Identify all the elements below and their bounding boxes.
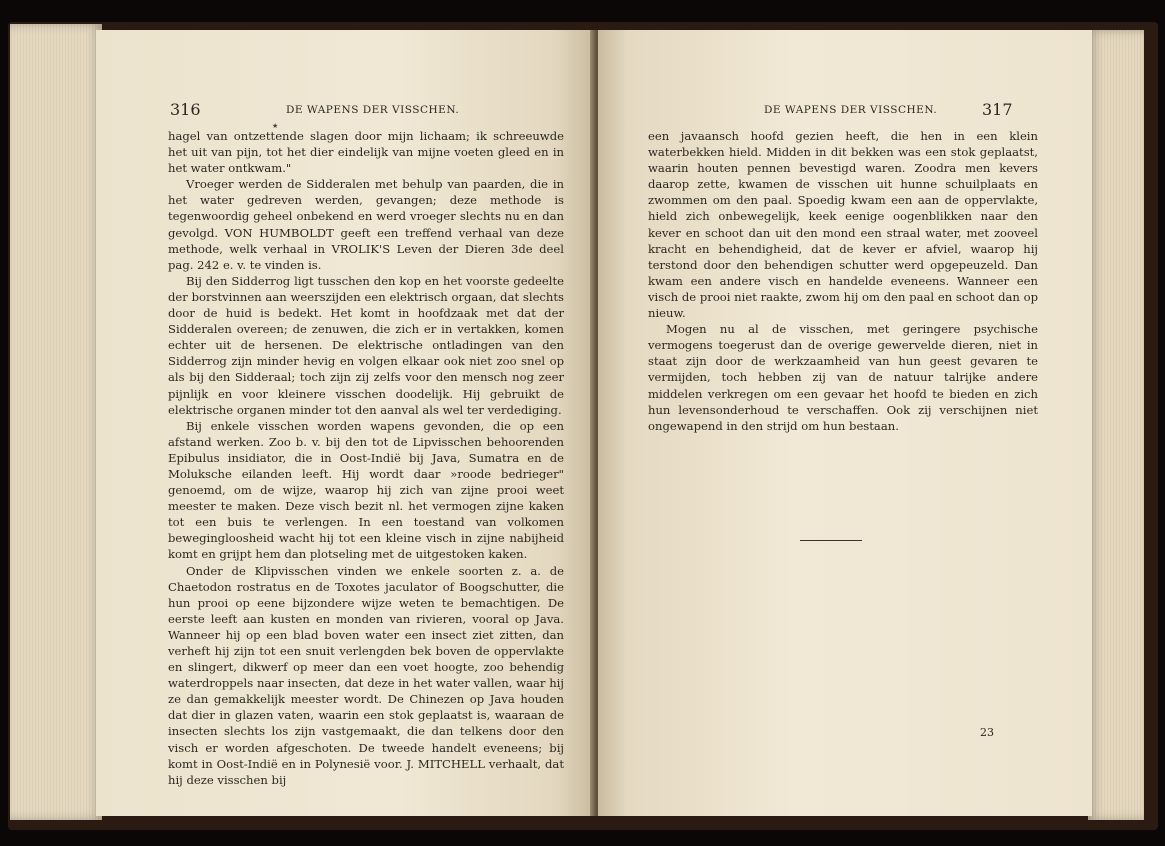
paragraph: Bij enkele visschen worden wapens gevonden, die op een afstand werken. Zoo b. v. bij den tot de Lipvisschen behoorenden Epibulus insidiator, die in Oost-Indië bij Java, Sumatra en de Moluksche eilanden leeft. Hij wordt daar »roode bedrieger" genoemd, om de wijze, waarop hij zich van zijne prooi weet meester te maken. Deze visch bezit nl. het vermogen zijne kaken tot een buis te verlengen. In een toestand van volkomen bewegingloosheid wacht hij tot een kleine visch in zijne nabijheid komt en grijpt hem dan plotseling met de uitgestoken kaken.: [168, 418, 564, 562]
paragraph: Bij den Sidderrog ligt tusschen den kop en het voorste gedeelte der borstvinnen aan weerszijden een elektrisch orgaan, dat slechts door de huid is bedekt. Het komt in hoofdzaak met dat der Sidderalen overeen; de zenuwen, die zich er in vertakken, komen echter uit de hersenen. De elektrische ontladingen van den Sidderrog zijn minder hevig en volgen elkaar ook niet zoo snel op als bij den Sidderaal; toch zijn zij zelfs voor den mensch nog zeer pijnlijk en voor kleinere visschen doodelijk. Hij gebruikt de elektrische organen minder tot den aanval als wel ter verdediging.: [168, 273, 564, 417]
right-page: [598, 30, 1092, 816]
paragraph: een javaansch hoofd gezien heeft, die hen in een klein waterbekken hield. Midden in dit bekken was een stok geplaatst, waarin houten pennen bevestigd waren. Zoodra men kevers daarop zette, kwamen de visschen uit hunne schuilplaats en zwommen om den paal. Spoedig kwam een aan de oppervlakte, hield zich onbewegelijk, keek eenige oogenblikken naar den kever en schoot dan uit den mond een straal water, met zooveel kracht en behendigheid, dat de kever er afviel, waarop hij terstond door den behendigen schutter werd opgepeuzeld. Dan kwam een andere visch en handelde eveneens. Wanneer een visch de prooi niet raakte, zwom hij om den paal en schoot dan op nieuw.: [648, 129, 1038, 321]
running-head-left: DE WAPENS DER VISSCHEN.: [286, 104, 460, 116]
page-number-left: 316: [170, 100, 201, 119]
page-number-right: 317: [982, 100, 1013, 119]
right-page-body: [648, 128, 1038, 434]
left-page-body: [168, 128, 564, 788]
paragraph: Mogen nu al de visschen, met geringere psychische vermogens toegerust dan de overige gewervelde dieren, niet in staat zijn door de werkzaamheid van hun geest gevaren te vermijden, toch hebben zij van de natuur talrijke andere middelen verkregen om een gevaar het hoofd te bieden en zich hun levensonderhoud te verschaffen. Ook zij verschijnen niet ongewapend in den strijd om hun bestaan.: [648, 322, 1038, 433]
paragraph: Vroeger werden de Sidderalen met behulp van paarden, die in het water gedreven werden, gevangen; deze methode is tegenwoordig geheel onbekend en werd vroeger slechts nu en dan gevolgd. VON HUMBOLDT geeft een treffend verhaal van deze methode, welk verhaal in VROLIK'S Leven der Dieren 3de deel pag. 242 e. v. te vinden is.: [168, 177, 564, 272]
page-edges-right: [1088, 30, 1144, 820]
left-page: [96, 30, 594, 816]
running-head-right: DE WAPENS DER VISSCHEN.: [764, 104, 938, 116]
ornament-mark: ★: [272, 122, 279, 130]
signature-mark: 23: [980, 726, 994, 739]
paragraph: hagel van ontzettende slagen door mijn lichaam; ik schreeuwde het uit van pijn, tot het dier eindelijk van mijne voeten gleed en in het water ontkwam.": [168, 129, 564, 176]
paragraph: Onder de Klipvisschen vinden we enkele soorten z. a. de Chaetodon rostratus en de Toxotes jaculator of Boogschutter, die hun prooi op eene bijzondere wijze weten te bemachtigen. De eerste leeft aan kusten en monden van rivieren, vooral op Java. Wanneer hij op een blad boven water een insect ziet zitten, dan verheft hij zijn tot een snuit verlengden bek boven de oppervlakte en slingert, dikwerf op meer dan een voet hoogte, zoo behendig waterdroppels naar insecten, dat deze in het water vallen, waar hij ze dan gemakkelijk meester wordt. De Chinezen op Java houden dat dier in glazen vaten, waarin een stok geplaatst is, waaraan de insecten slechts los zijn vastgemaakt, die dan telkens door den visch er worden afgeschoten. De tweede handelt eveneens; bij komt in Oost-Indië en in Polynesië voor. J. MITCHELL verhaalt, dat hij deze visschen bij: [168, 563, 564, 787]
page-edges-left: [10, 24, 102, 820]
section-end-rule: [800, 540, 862, 541]
